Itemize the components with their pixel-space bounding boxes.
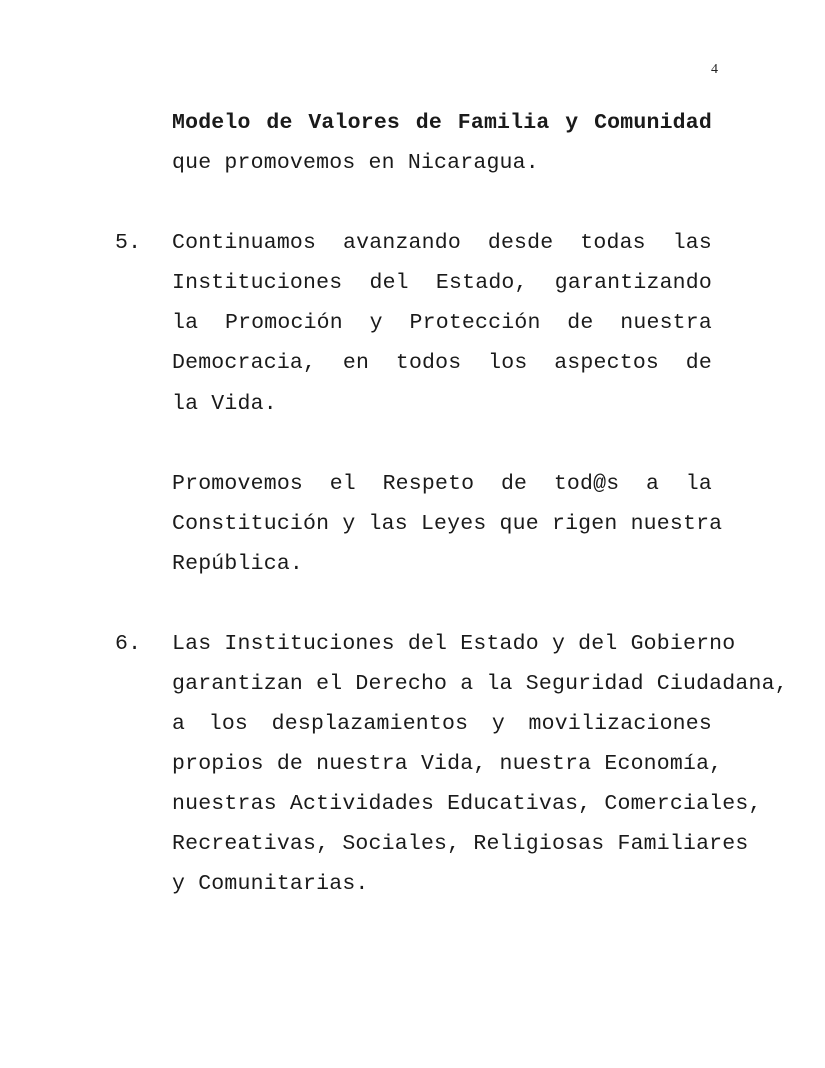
- page-number: 4: [711, 62, 718, 77]
- item-5-number: 5.: [115, 231, 142, 255]
- item-5-line: Continuamos avanzando desde todas las: [172, 231, 712, 255]
- item-5-line: la Vida.: [172, 392, 277, 416]
- item-5-line: Instituciones del Estado, garantizando: [172, 271, 712, 295]
- item-5-line: la Promoción y Protección de nuestra: [172, 311, 712, 335]
- item-6-line: Las Instituciones del Estado y del Gobierno: [172, 632, 736, 656]
- intro-line: que promovemos en Nicaragua.: [172, 151, 539, 175]
- item-6-line: a los desplazamientos y movilizaciones: [172, 712, 712, 736]
- item-6-line: Recreativas, Sociales, Religiosas Familiares: [172, 832, 749, 856]
- item-5-line: Democracia, en todos los aspectos de: [172, 351, 712, 375]
- item-6-number: 6.: [115, 632, 142, 656]
- intro-heading: Modelo de Valores de Familia y Comunidad: [172, 111, 712, 135]
- item-6-line: garantizan el Derecho a la Seguridad Ciudadana,: [172, 672, 788, 696]
- item-6-line: nuestras Actividades Educativas, Comerciales,: [172, 792, 762, 816]
- item-6-line: propios de nuestra Vida, nuestra Economía,: [172, 752, 723, 776]
- item-5-para2-line: Constitución y las Leyes que rigen nuestra: [172, 512, 723, 536]
- item-5-para2-line: Promovemos el Respeto de tod@s a la: [172, 472, 712, 496]
- item-5-para2-line: República.: [172, 552, 304, 576]
- item-6-line: y Comunitarias.: [172, 872, 369, 896]
